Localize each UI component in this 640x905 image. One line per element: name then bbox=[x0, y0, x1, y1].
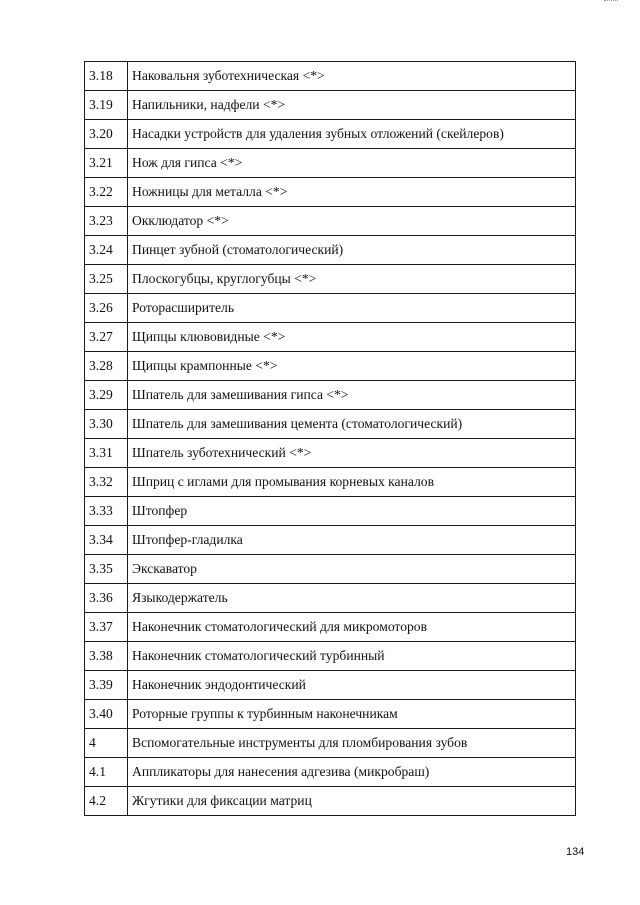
table-row bbox=[85, 91, 576, 120]
row-number: 3.37 bbox=[85, 613, 128, 642]
row-number: 3.21 bbox=[85, 149, 128, 178]
table-row bbox=[85, 178, 576, 207]
instruments-table-body bbox=[85, 62, 576, 816]
table-row bbox=[85, 410, 576, 439]
row-name: Аппликаторы для нанесения адгезива (микробраш) bbox=[128, 758, 576, 787]
table-row bbox=[85, 729, 576, 758]
table-row bbox=[85, 352, 576, 381]
table-row bbox=[85, 439, 576, 468]
row-name: Щипцы клювовидные <*> bbox=[128, 323, 576, 352]
row-number: 3.35 bbox=[85, 555, 128, 584]
row-number: 3.19 bbox=[85, 91, 128, 120]
row-name: Штопфер bbox=[128, 497, 576, 526]
row-number: 3.30 bbox=[85, 410, 128, 439]
row-number: 3.29 bbox=[85, 381, 128, 410]
row-name: Роторасширитель bbox=[128, 294, 576, 323]
row-name: Жгутики для фиксации матриц bbox=[128, 787, 576, 816]
page-number: 134 bbox=[566, 846, 585, 858]
row-name: Шпатель зуботехнический <*> bbox=[128, 439, 576, 468]
table-row bbox=[85, 468, 576, 497]
row-name: Щипцы крампонные <*> bbox=[128, 352, 576, 381]
table-row bbox=[85, 62, 576, 91]
row-number: 3.39 bbox=[85, 671, 128, 700]
row-name: Экскаватор bbox=[128, 555, 576, 584]
table-row bbox=[85, 671, 576, 700]
row-name: Языкодержатель bbox=[128, 584, 576, 613]
row-name: Наконечник стоматологический турбинный bbox=[128, 642, 576, 671]
row-name: Штопфер-гладилка bbox=[128, 526, 576, 555]
table-row bbox=[85, 294, 576, 323]
row-number: 3.32 bbox=[85, 468, 128, 497]
table-row bbox=[85, 613, 576, 642]
row-number: 3.22 bbox=[85, 178, 128, 207]
table-row bbox=[85, 526, 576, 555]
row-name: Наковальня зуботехническая <*> bbox=[128, 62, 576, 91]
table-row bbox=[85, 758, 576, 787]
row-number: 4.1 bbox=[85, 758, 128, 787]
row-number: 3.40 bbox=[85, 700, 128, 729]
row-number: 3.34 bbox=[85, 526, 128, 555]
table-row bbox=[85, 149, 576, 178]
row-name: Ножницы для металла <*> bbox=[128, 178, 576, 207]
row-number: 3.33 bbox=[85, 497, 128, 526]
scan-corner-mark bbox=[604, 0, 618, 3]
table-row bbox=[85, 584, 576, 613]
row-number: 3.24 bbox=[85, 236, 128, 265]
row-name: Окклюдатор <*> bbox=[128, 207, 576, 236]
row-number: 3.26 bbox=[85, 294, 128, 323]
instruments-table bbox=[84, 61, 576, 816]
table-row bbox=[85, 120, 576, 149]
table-row bbox=[85, 381, 576, 410]
table-row bbox=[85, 787, 576, 816]
row-name: Шпатель для замешивания цемента (стоматологический) bbox=[128, 410, 576, 439]
row-number: 3.31 bbox=[85, 439, 128, 468]
table-row bbox=[85, 555, 576, 584]
row-number: 3.27 bbox=[85, 323, 128, 352]
table-row bbox=[85, 700, 576, 729]
row-name: Напильники, надфели <*> bbox=[128, 91, 576, 120]
row-number: 4.2 bbox=[85, 787, 128, 816]
row-name: Шприц с иглами для промывания корневых каналов bbox=[128, 468, 576, 497]
table-row bbox=[85, 207, 576, 236]
table-row bbox=[85, 323, 576, 352]
table-row bbox=[85, 236, 576, 265]
row-number: 3.20 bbox=[85, 120, 128, 149]
row-number: 3.23 bbox=[85, 207, 128, 236]
row-name: Вспомогательные инструменты для пломбирования зубов bbox=[128, 729, 576, 758]
row-number: 3.28 bbox=[85, 352, 128, 381]
row-name: Роторные группы к турбинным наконечникам bbox=[128, 700, 576, 729]
row-number: 3.36 bbox=[85, 584, 128, 613]
row-name: Нож для гипса <*> bbox=[128, 149, 576, 178]
row-name: Наконечник стоматологический для микромоторов bbox=[128, 613, 576, 642]
row-number: 3.25 bbox=[85, 265, 128, 294]
table-row bbox=[85, 265, 576, 294]
row-name: Шпатель для замешивания гипса <*> bbox=[128, 381, 576, 410]
table-row bbox=[85, 642, 576, 671]
table-row bbox=[85, 497, 576, 526]
row-name: Пинцет зубной (стоматологический) bbox=[128, 236, 576, 265]
row-number: 3.38 bbox=[85, 642, 128, 671]
row-number: 3.18 bbox=[85, 62, 128, 91]
row-name: Насадки устройств для удаления зубных отложений (скейлеров) bbox=[128, 120, 576, 149]
row-number: 4 bbox=[85, 729, 128, 758]
row-name: Наконечник эндодонтический bbox=[128, 671, 576, 700]
row-name: Плоскогубцы, круглогубцы <*> bbox=[128, 265, 576, 294]
